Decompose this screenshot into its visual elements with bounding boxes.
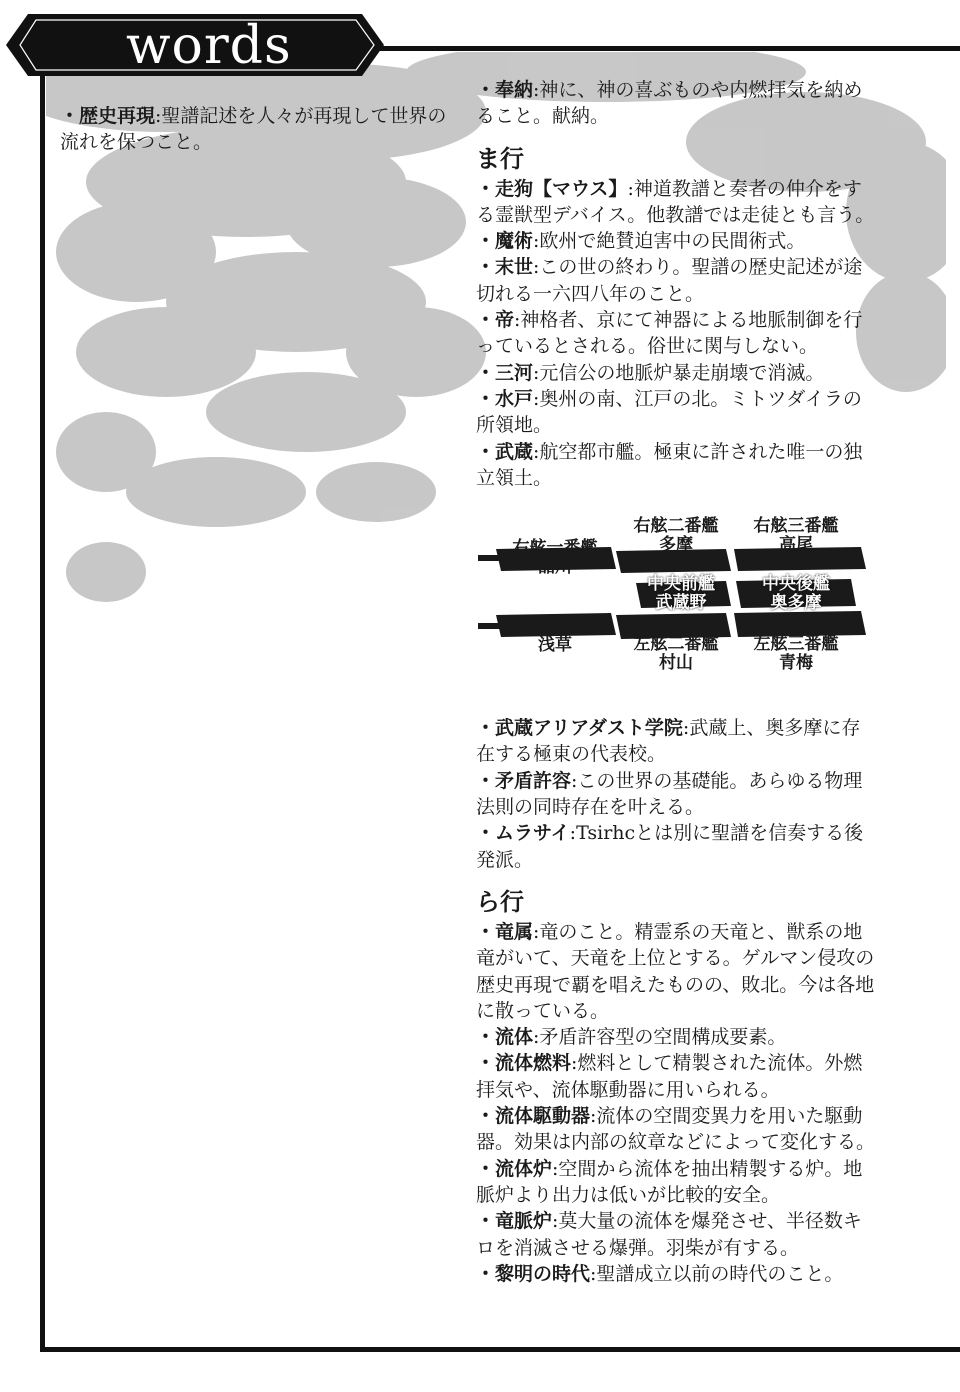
- entry-term: ・矛盾許容: [476, 769, 572, 792]
- ship-designation: 右舷二番艦: [633, 516, 719, 537]
- entry-term: ・三河: [476, 361, 534, 384]
- glossary-entry: [60, 103, 450, 155]
- entry-term: ・帝: [476, 309, 515, 332]
- page-title: words: [126, 16, 292, 76]
- entry-term: ・流体炉: [476, 1157, 553, 1180]
- entry-term: ・黎明の時代: [476, 1262, 591, 1285]
- entry-definition: :元信公の地脈炉暴走崩壊で消滅。: [533, 361, 825, 384]
- entry-term: ・流体燃料: [476, 1052, 572, 1075]
- entry-definition: :武蔵上、奥多摩に存在する極東の代表校。: [476, 717, 861, 766]
- entry-term: ・武蔵: [476, 440, 534, 463]
- ship-name: 村山: [659, 653, 693, 674]
- glossary-entry: [476, 1156, 876, 1209]
- entry-definition: :Tsirhcとは別に聖譜を信奏する後発派。: [476, 822, 864, 871]
- entry-term: ・流体: [476, 1026, 534, 1049]
- ship-label-starboard-2: [621, 517, 731, 555]
- entry-term: ・竜属: [476, 920, 534, 943]
- ship-name: 品川: [538, 557, 572, 578]
- ship-name: 多摩: [659, 535, 693, 556]
- entry-definition: :竜のこと。精霊系の天竜と、獣系の地竜がいて、天竜を上位とする。ゲルマン侵攻の歴史再現で覇を唱えたものの、敗北。今は各地に散っている。: [476, 920, 875, 1022]
- ship-designation: 左舷一番艦: [512, 616, 598, 637]
- entry-term: ・魔術: [476, 230, 534, 253]
- entry-term: ・ムラサイ: [476, 822, 570, 845]
- entry-definition: :流体の空間変異力を用いた駆動器。効果は内部の紋章などによって変化する。: [476, 1105, 876, 1154]
- left-column: [60, 103, 450, 155]
- glossary-entry: [476, 1261, 876, 1287]
- entry-definition: :この世界の基礎能。あらゆる物理法則の同時存在を叶える。: [476, 769, 863, 819]
- glossary-entry: [476, 1024, 876, 1050]
- ship-designation: 中央前艦: [647, 574, 715, 595]
- section-heading-ra: ら行: [476, 887, 524, 916]
- section-heading-ma: ま行: [476, 144, 524, 173]
- glossary-entry: [476, 176, 876, 229]
- ship-name: 奥多摩: [770, 593, 822, 614]
- glossary-entry: [476, 439, 876, 492]
- ship-designation: 右舷一番艦: [512, 538, 598, 559]
- entry-term: ・走狗【マウス】: [476, 177, 628, 200]
- ship-label-port-2: [621, 635, 731, 673]
- ship-label-center-front: [626, 575, 736, 613]
- entry-definition: :矛盾許容型の空間構成要素。: [533, 1026, 787, 1049]
- glossary-entry: [476, 768, 876, 821]
- entry-definition: :神道教譜と奏者の仲介をする霊獣型デバイス。他教譜では走徒とも言う。: [476, 177, 875, 226]
- glossary-entry: [476, 254, 876, 307]
- ship-designation: 右舷三番艦: [753, 516, 839, 537]
- glossary-entry: [476, 386, 876, 439]
- glossary-entry: [476, 1103, 876, 1156]
- entry-term: ・流体駆動器: [476, 1105, 591, 1128]
- ship-designation: 左舷二番艦: [633, 634, 719, 655]
- glossary-entry: [476, 715, 876, 768]
- entry-term: ・武蔵アリアダスト学院: [476, 717, 683, 740]
- ship-label-starboard-3: [741, 517, 851, 555]
- entry-definition: :聖譜成立以前の時代のこと。: [590, 1262, 844, 1285]
- musashi-ship-diagram: [476, 511, 876, 681]
- entry-term: ・水戸: [476, 387, 534, 410]
- ship-name: 青梅: [779, 653, 813, 674]
- ship-label-port-1: [500, 617, 610, 655]
- glossary-entry: [476, 919, 876, 1024]
- ship-designation: 左舷三番艦: [753, 634, 839, 655]
- entry-term: ・竜脈炉: [476, 1210, 553, 1233]
- ship-name: 高尾: [779, 535, 813, 556]
- ship-label-starboard-1: [500, 539, 610, 577]
- glossary-entry: [476, 228, 876, 254]
- entry-definition: :神格者、京にて神器による地脈制御を行っているとされる。俗世に関与しない。: [476, 309, 863, 358]
- entry-term: ・歴史再現: [60, 105, 156, 127]
- entry-term: ・奉納: [476, 79, 534, 101]
- ship-name: 武蔵野: [655, 593, 707, 614]
- entry-definition: :奥州の南、江戸の北。ミトツダイラの所領地。: [476, 387, 862, 437]
- entry-definition: :神に、神の喜ぶものや内燃拝気を納めること。献納。: [476, 79, 863, 128]
- glossary-entry: [476, 1050, 876, 1103]
- entry-definition: :燃料として精製された流体。外燃拝気や、流体駆動器に用いられる。: [476, 1052, 863, 1101]
- glossary-entry: [476, 820, 876, 873]
- ship-name: 浅草: [538, 635, 572, 656]
- glossary-entry: [476, 360, 876, 386]
- glossary-entry: [476, 307, 876, 360]
- ship-designation: 中央後艦: [762, 574, 830, 595]
- entry-definition: :聖譜記述を人々が再現して世界の流れを保つこと。: [60, 105, 447, 153]
- glossary-entry: [476, 77, 876, 130]
- header-banner: [6, 14, 386, 76]
- entry-definition: :空間から流体を抽出精製する炉。地脈炉より出力は低いが比較的安全。: [476, 1157, 863, 1206]
- ship-label-center-rear: [741, 575, 851, 613]
- entry-definition: :航空都市艦。極東に許された唯一の独立領土。: [476, 440, 863, 489]
- entry-definition: :欧州で絶賛迫害中の民間術式。: [533, 230, 806, 253]
- entry-definition: :莫大量の流体を爆発させ、半径数キロを消滅させる爆弾。羽柴が有する。: [476, 1210, 862, 1259]
- right-column: [476, 77, 876, 1287]
- ship-label-port-3: [741, 635, 851, 673]
- glossary-entry: [476, 1208, 876, 1261]
- entry-definition: :この世の終わり。聖譜の歴史記述が途切れる一六四八年のこと。: [476, 256, 863, 305]
- entry-term: ・末世: [476, 256, 534, 279]
